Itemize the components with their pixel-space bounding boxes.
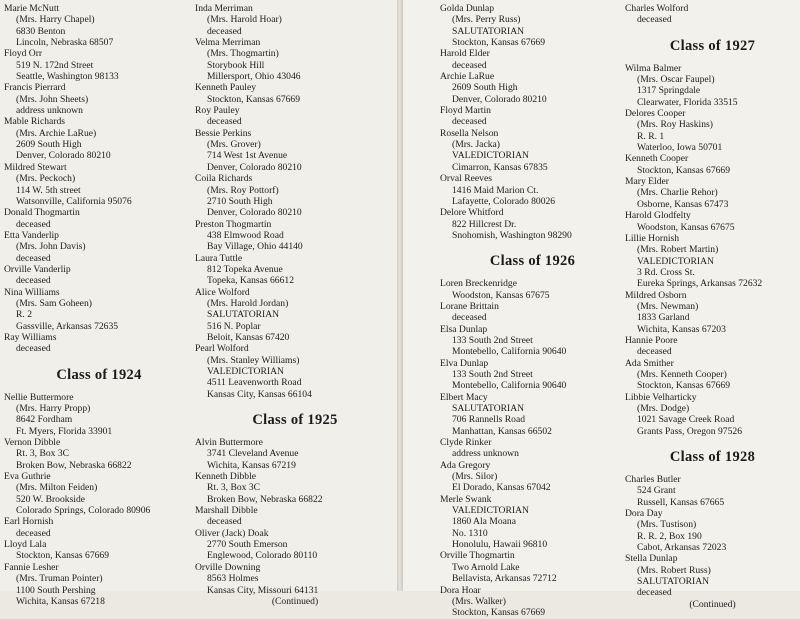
alumni-entry [4, 48, 194, 82]
alumni-name: Roy Pauley [195, 105, 240, 117]
married-name: (Mrs. Jacka) [452, 139, 500, 151]
alumni-entry [440, 48, 625, 71]
address-line: deceased [16, 218, 51, 230]
alumni-name: Delores Cooper [625, 108, 686, 120]
alumni-name: Lloyd Lala [4, 539, 47, 551]
alumni-name: Charles Butler [625, 474, 681, 486]
alumni-entry [440, 3, 625, 48]
address-line: 438 Elmwood Road [207, 229, 284, 241]
married-name: (Mrs. Robert Martin) [637, 244, 719, 256]
address-line: Kansas City, Missouri 64131 [207, 584, 319, 596]
honor-title: SALUTATORIAN [637, 576, 710, 588]
class-year-heading: Class of 1924 [56, 366, 142, 383]
address-line: El Dorado, Kansas 67042 [452, 482, 551, 494]
alumni-name: Elsa Dunlap [440, 323, 488, 335]
address-line: Clearwater, Florida 33515 [637, 96, 738, 108]
address-line: 1021 Savage Creek Road [637, 414, 735, 426]
alumni-name: Alvin Buttermore [195, 437, 263, 449]
alumni-name: Charles Wolford [625, 3, 689, 14]
alumni-name: Nina Williams [4, 286, 60, 298]
alumni-name: Merle Swank [440, 493, 492, 505]
alumni-entry [4, 230, 194, 264]
address-line: deceased [637, 346, 672, 358]
honor-title: SALUTATORIAN [207, 309, 280, 321]
married-name: (Mrs. Truman Pointer) [16, 573, 103, 585]
alumni-name: Orval Reeves [440, 173, 492, 185]
address-line: Ft. Myers, Florida 33901 [16, 425, 113, 437]
address-line: Montebello, California 90640 [452, 346, 567, 358]
address-line: deceased [452, 59, 487, 71]
address-line: R. 2 [16, 309, 32, 321]
address-line: Denver, Colorado 80210 [207, 161, 302, 173]
alumni-entry [625, 474, 800, 508]
alumni-entry [195, 82, 395, 105]
alumni-entry [440, 585, 625, 619]
address-line: address unknown [452, 448, 519, 460]
alumni-name: Hannie Poore [625, 334, 678, 346]
alumni-entry [440, 460, 625, 494]
alumni-entry [195, 219, 395, 253]
address-line: Manhattan, Kansas 66502 [452, 425, 552, 437]
married-name: (Mrs. Harold Jordan) [207, 297, 289, 309]
married-name: (Mrs. John Sheets) [16, 93, 89, 105]
alumni-entry [440, 71, 625, 105]
alumni-entry [195, 173, 395, 218]
alumni-name: Velma Merriman [195, 37, 261, 49]
left-page-column-2 [195, 3, 395, 607]
alumni-entry [625, 335, 800, 358]
address-line: Stockton, Kansas 67669 [452, 37, 546, 49]
address-line: Woodston, Kansas 67675 [452, 289, 550, 301]
married-name: (Mrs. Silor) [452, 471, 498, 483]
alumni-name: Pearl Wolford [195, 343, 249, 355]
alumni-entry [195, 37, 395, 82]
address-line: deceased [637, 14, 672, 26]
right-page-column-1 [440, 3, 625, 619]
alumni-entry [625, 392, 800, 437]
address-line: Cabot, Arkansas 72023 [637, 542, 727, 554]
alumni-entry [625, 553, 800, 598]
alumni-name: Elva Dunlap [440, 357, 489, 369]
alumni-name: Dora Day [625, 508, 663, 520]
alumni-name: Floyd Orr [4, 48, 43, 60]
alumni-entry [440, 550, 625, 584]
address-line: Woodston, Kansas 67675 [637, 221, 735, 233]
address-line: Englewood, Colorado 80110 [207, 550, 318, 562]
address-line: deceased [16, 527, 51, 539]
address-line: Stockton, Kansas 67669 [637, 380, 731, 392]
alumni-name: Francis Pierrard [4, 82, 66, 94]
address-line: Broken Bow, Nebraska 66822 [207, 493, 323, 505]
address-line: deceased [16, 252, 51, 264]
address-line: Montebello, California 90640 [452, 380, 567, 392]
address-line: 133 South 2nd Street [452, 334, 533, 346]
address-line: deceased [16, 275, 51, 287]
right-page-column-2 [625, 3, 800, 610]
alumni-name: Orville Vanderlip [4, 263, 71, 275]
alumni-entry [625, 358, 800, 392]
address-line: 8642 Fordham [16, 414, 73, 426]
alumni-name: Rosella Nelson [440, 127, 499, 139]
address-line: No. 1310 [452, 527, 488, 539]
alumni-name: Fannie Lesher [4, 561, 59, 573]
alumni-entry [195, 437, 395, 471]
address-line: Stockton, Kansas 67669 [452, 607, 546, 619]
alumni-entry [195, 253, 395, 287]
alumni-name: Ada Smither [625, 357, 674, 369]
alumni-entry [195, 528, 395, 562]
address-line: Beloit, Kansas 67420 [207, 331, 290, 343]
alumni-entry [4, 539, 194, 562]
address-line: Colorado Springs, Colorado 80906 [16, 505, 151, 517]
left-page [0, 0, 397, 607]
alumni-entry [625, 233, 800, 290]
address-line: Seattle, Washington 98133 [16, 71, 119, 83]
address-line: 6830 Benton [16, 25, 66, 37]
alumni-entry [625, 210, 800, 233]
alumni-entry [440, 278, 625, 301]
alumni-entry [625, 176, 800, 210]
address-line: Cimarron, Kansas 67835 [452, 161, 548, 173]
alumni-entry [625, 153, 800, 176]
alumni-entry [4, 207, 194, 230]
alumni-entry [4, 116, 194, 161]
alumni-entry [625, 508, 800, 553]
address-line: Stockton, Kansas 67669 [16, 550, 110, 562]
married-name: (Mrs. Walker) [452, 595, 506, 607]
alumni-entry [195, 343, 395, 400]
alumni-name: Lorane Brittain [440, 300, 499, 312]
alumni-entry [4, 3, 194, 48]
address-line: Honolulu, Hawaii 96810 [452, 539, 548, 551]
alumni-name: Ada Gregory [440, 459, 491, 471]
alumni-entry [195, 105, 395, 128]
alumni-entry [440, 128, 625, 173]
alumni-name: Dora Hoar [440, 584, 481, 596]
address-line: Bay Village, Ohio 44140 [207, 241, 303, 253]
address-line: deceased [16, 343, 51, 355]
married-name: (Mrs. Roy Haskins) [637, 119, 713, 131]
alumni-name: Nellie Buttermore [4, 391, 74, 403]
alumni-entry [440, 392, 625, 437]
address-line: Bellavista, Arkansas 72712 [452, 573, 557, 585]
address-line: Lafayette, Colorado 80026 [452, 195, 556, 207]
married-name: (Mrs. Dodge) [637, 403, 690, 414]
alumni-name: Mary Elder [625, 176, 669, 188]
alumni-name: Eva Guthrie [4, 471, 51, 483]
married-name: (Mrs. Archie LaRue) [16, 127, 97, 139]
address-line: address unknown [16, 105, 83, 117]
alumni-name: Marshall Dibble [195, 505, 258, 517]
continued-note: (Continued) [689, 598, 736, 610]
address-line: Wichita, Kansas 67219 [207, 459, 296, 471]
alumni-name: Wilma Balmer [625, 62, 682, 74]
alumni-entry [4, 471, 194, 516]
alumni-name: Orville Thogmartin [440, 550, 515, 562]
address-line: Denver, Colorado 80210 [207, 207, 302, 219]
address-line: Denver, Colorado 80210 [16, 150, 111, 162]
honor-title: VALEDICTORIAN [207, 366, 284, 377]
address-line: Snohomish, Washington 98290 [452, 229, 572, 241]
alumni-entry [625, 108, 800, 153]
alumni-entry [4, 437, 194, 471]
address-line: 1100 South Pershing [16, 584, 96, 596]
address-line: 1833 Garland [637, 312, 690, 324]
married-name: (Mrs. Sam Goheen) [16, 297, 92, 309]
address-line: Wichita, Kansas 67203 [637, 323, 726, 335]
married-name: (Mrs. Newman) [637, 300, 699, 312]
married-name: (Mrs. Harry Chapel) [16, 14, 95, 26]
alumni-name: Loren Breckenridge [440, 278, 517, 290]
address-line: 2710 South High [207, 195, 273, 207]
alumni-name: Kenneth Cooper [625, 153, 689, 165]
alumni-name: Floyd Martin [440, 105, 491, 117]
alumni-entry [195, 505, 395, 528]
married-name: (Mrs. Tustison) [637, 519, 697, 531]
class-year-heading: Class of 1925 [252, 412, 338, 429]
address-line: 1416 Maid Marion Ct. [452, 184, 539, 196]
married-name: (Mrs. Kenneth Cooper) [637, 368, 727, 380]
address-line: deceased [637, 587, 672, 599]
alumni-entry [4, 264, 194, 287]
married-name: (Mrs. Milton Feiden) [16, 482, 98, 494]
address-line: Denver, Colorado 80210 [452, 93, 547, 105]
address-line: Stockton, Kansas 67669 [207, 93, 301, 105]
honor-title: SALUTATORIAN [452, 25, 525, 37]
married-name: (Mrs. Harry Propp) [16, 403, 91, 414]
address-line: 2609 South High [452, 82, 518, 94]
alumni-name: Preston Thogmartin [195, 218, 272, 230]
alumni-name: Orville Downing [195, 561, 261, 573]
address-line: Eureka Springs, Arkansas 72632 [637, 278, 763, 290]
address-line: Rt. 3, Box 3C [16, 448, 70, 460]
address-line: Russell, Kansas 67665 [637, 496, 725, 508]
alumni-name: Stella Dunlap [625, 553, 678, 565]
alumni-name: Golda Dunlap [440, 3, 495, 14]
alumni-entry [440, 437, 625, 460]
alumni-name: Coila Richards [195, 173, 253, 185]
class-year-heading: Class of 1928 [669, 449, 756, 466]
left-page-column-1 [4, 3, 194, 607]
address-line: 2770 South Emerson [207, 539, 288, 551]
alumni-entry [440, 358, 625, 392]
alumni-name: Kenneth Pauley [195, 82, 257, 94]
alumni-entry [4, 562, 194, 607]
alumni-entry [195, 562, 395, 596]
married-name: (Mrs. Perry Russ) [452, 14, 521, 26]
alumni-name: Inda Merriman [195, 3, 253, 14]
address-line: Gassville, Arkansas 72635 [16, 320, 119, 332]
married-name: (Mrs. John Davis) [16, 241, 86, 253]
alumni-entry [440, 494, 625, 551]
address-line: Broken Bow, Nebraska 66822 [16, 459, 132, 471]
address-line: 520 W. Brookside [16, 493, 86, 505]
married-name: (Mrs. Stanley Williams) [207, 354, 300, 366]
alumni-entry [4, 162, 194, 207]
address-line: Two Arnold Lake [452, 561, 520, 573]
alumni-name: Archie LaRue [440, 71, 495, 83]
alumni-name: Mildred Stewart [4, 161, 67, 173]
alumni-name: Laura Tuttle [195, 252, 243, 264]
address-line: 114 W. 5th street [16, 184, 81, 196]
address-line: deceased [452, 116, 487, 128]
alumni-name: Donald Thogmartin [4, 207, 80, 219]
address-line: deceased [452, 312, 487, 324]
alumni-name: Elbert Macy [440, 391, 488, 403]
alumni-entry [440, 324, 625, 358]
alumni-name: Marie McNutt [4, 3, 60, 14]
alumni-name: Delore Whitford [440, 207, 504, 219]
address-line: deceased [207, 116, 242, 128]
alumni-name: Harold Elder [440, 48, 490, 60]
alumni-name: Libbie Velharticky [625, 391, 697, 403]
alumni-entry [195, 3, 395, 37]
address-line: deceased [207, 516, 242, 528]
alumni-entry [195, 287, 395, 344]
alumni-name: Oliver (Jack) Doak [195, 527, 269, 539]
address-line: R. R. 1 [637, 130, 665, 142]
address-line: deceased [207, 25, 242, 37]
alumni-entry [440, 105, 625, 128]
married-name: (Mrs. Thogmartin) [207, 48, 279, 60]
alumni-entry [440, 207, 625, 241]
alumni-name: Lillie Hornish [625, 232, 680, 244]
honor-title: VALEDICTORIAN [452, 505, 529, 517]
alumni-entry [440, 173, 625, 207]
alumni-entry [195, 471, 395, 505]
married-name: (Mrs. Charlie Rehor) [637, 187, 718, 199]
alumni-entry [4, 82, 194, 116]
address-line: 822 Hillcrest Dr. [452, 218, 517, 230]
address-line: Grants Pass, Oregon 97526 [637, 425, 742, 437]
alumni-name: Clyde Rinker [440, 437, 492, 449]
address-line: Wichita, Kansas 67218 [16, 595, 105, 607]
alumni-name: Vernon Dibble [4, 437, 61, 449]
alumni-name: Mable Richards [4, 116, 66, 128]
address-line: Osborne, Kansas 67473 [637, 198, 729, 210]
married-name: (Mrs. Roy Pottorf) [207, 184, 279, 196]
alumni-name: Alice Wolford [195, 286, 250, 298]
address-line: 2609 South High [16, 139, 82, 151]
address-line: Waterloo, Iowa 50701 [637, 142, 723, 154]
address-line: 1317 Springdale [637, 85, 701, 97]
alumni-name: Bessie Perkins [195, 127, 252, 139]
address-line: Kansas City, Kansas 66104 [207, 388, 312, 400]
address-line: Storybook Hill [207, 59, 265, 71]
address-line: 714 West 1st Avenue [207, 150, 288, 162]
alumni-entry [4, 287, 194, 332]
class-year-heading: Class of 1926 [489, 253, 576, 270]
alumni-entry [625, 3, 800, 26]
married-name: (Mrs. Harold Hoar) [207, 14, 282, 26]
alumni-name: Ray Williams [4, 331, 57, 343]
address-line: Stockton, Kansas 67669 [637, 164, 731, 176]
address-line: 706 Rannells Road [452, 414, 526, 426]
honor-title: SALUTATORIAN [452, 403, 525, 414]
alumni-entry [4, 392, 194, 437]
address-line: 812 Topeka Avenue [207, 263, 283, 275]
address-line: 3 Rd. Cross St. [637, 266, 695, 278]
address-line: 133 South 2nd Street [452, 368, 533, 380]
address-line: 4511 Leavenworth Road [207, 377, 302, 389]
address-line: Lincoln, Nebraska 68507 [16, 37, 114, 49]
alumni-entry [625, 63, 800, 108]
alumni-name: Kenneth Dibble [195, 471, 257, 483]
honor-title: VALEDICTORIAN [637, 255, 714, 267]
alumni-entry [440, 301, 625, 324]
address-line: 3741 Cleveland Avenue [207, 448, 299, 460]
address-line: Topeka, Kansas 66612 [207, 275, 294, 287]
married-name: (Mrs. Robert Russ) [637, 564, 711, 576]
honor-title: VALEDICTORIAN [452, 150, 529, 162]
address-line: 1860 Ala Moana [452, 516, 516, 528]
address-line: 524 Grant [637, 485, 676, 497]
address-line: 516 N. Poplar [207, 320, 261, 332]
alumni-name: Harold Glodfelty [625, 210, 691, 222]
address-line: Watsonville, California 95076 [16, 195, 132, 207]
alumni-name: Etta Vanderlip [4, 229, 59, 241]
alumni-entry [625, 290, 800, 335]
alumni-name: Earl Hornish [4, 516, 54, 528]
address-line: Rt. 3, Box 3C [207, 482, 261, 494]
right-page [403, 0, 800, 619]
address-line: R. R. 2, Box 190 [637, 530, 702, 542]
address-line: 8563 Holmes [207, 573, 259, 585]
continued-note: (Continued) [271, 595, 319, 607]
married-name: (Mrs. Grover) [207, 139, 261, 151]
alumni-entry [4, 332, 194, 355]
address-line: Millersport, Ohio 43046 [207, 71, 301, 83]
address-line: 519 N. 172nd Street [16, 59, 94, 71]
alumni-entry [195, 128, 395, 173]
married-name: (Mrs. Peckoch) [16, 173, 76, 185]
class-year-heading: Class of 1927 [669, 37, 756, 54]
alumni-name: Mildred Osborn [625, 289, 687, 301]
married-name: (Mrs. Oscar Faupel) [637, 74, 715, 86]
alumni-entry [4, 516, 194, 539]
